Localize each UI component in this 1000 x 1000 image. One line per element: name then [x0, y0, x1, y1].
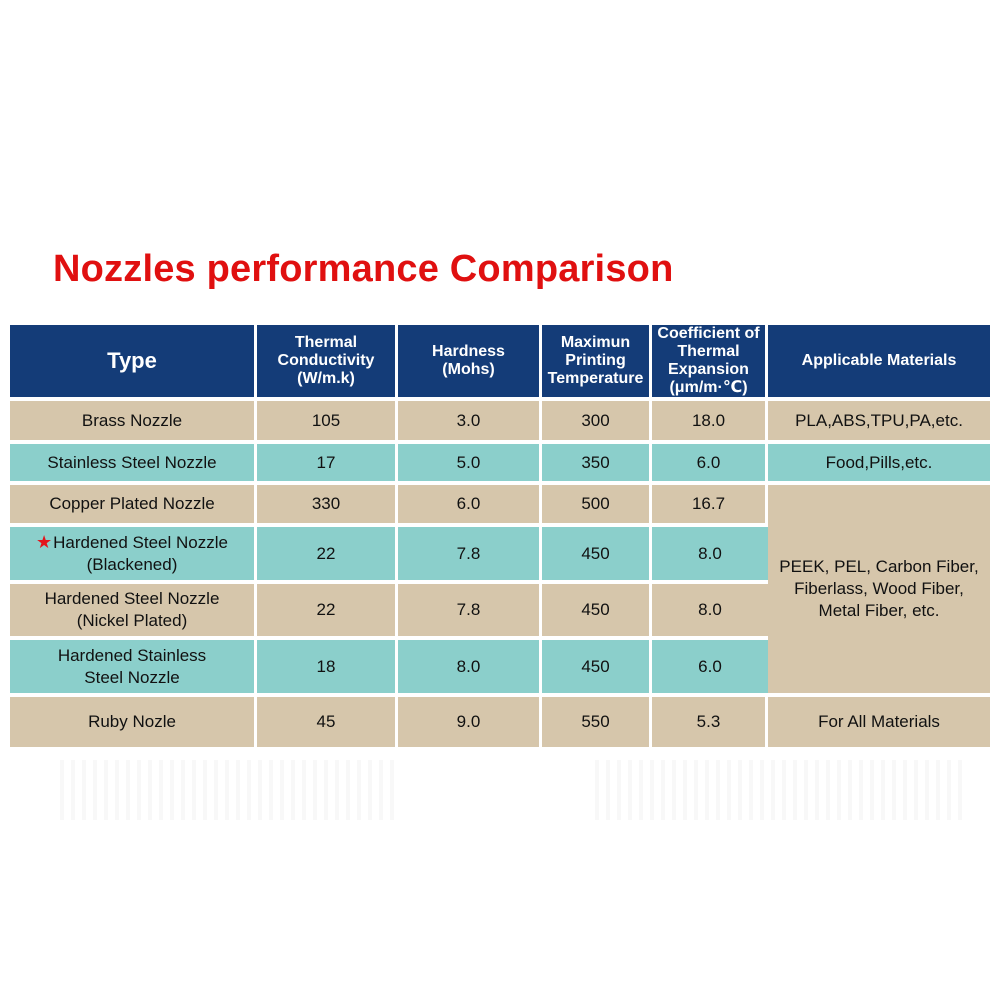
table-row [10, 444, 990, 485]
table-row [10, 697, 990, 751]
row-max-temp: 450 [542, 640, 652, 697]
row-max-temp: 300 [542, 401, 652, 444]
row-expansion: 6.0 [652, 444, 768, 485]
row-expansion: 16.7 [652, 485, 768, 527]
row-max-temp: 450 [542, 584, 652, 640]
header-type: Type [10, 325, 257, 401]
row-expansion: 18.0 [652, 401, 768, 444]
row-max-temp: 350 [542, 444, 652, 485]
shared-materials-cell: PEEK, PEL, Carbon Fiber, Fiberlass, Wood Fiber, Metal Fiber, etc. [768, 485, 990, 697]
row-materials: PLA,ABS,TPU,PA,etc. [768, 401, 990, 444]
row-max-temp: 450 [542, 527, 652, 584]
row-conductivity: 22 [257, 584, 398, 640]
faded-reflection [595, 760, 965, 820]
row-materials: Food,Pills,etc. [768, 444, 990, 485]
row-hardness: 9.0 [398, 697, 542, 751]
table-row [10, 401, 990, 444]
row-hardness: 8.0 [398, 640, 542, 697]
row-hardness: 5.0 [398, 444, 542, 485]
row-hardness: 7.8 [398, 584, 542, 640]
row-conductivity: 22 [257, 527, 398, 584]
row-type: Hardened Stainless Steel Nozzle [10, 640, 257, 697]
row-hardness: 6.0 [398, 485, 542, 527]
row-type [10, 527, 257, 584]
header-hardness: Hardness (Mohs) [398, 325, 542, 401]
row-type: Copper Plated Nozzle [10, 485, 257, 527]
row-type: Hardened Steel Nozzle (Nickel Plated) [10, 584, 257, 640]
row-conductivity: 105 [257, 401, 398, 444]
row-type: Brass Nozzle [10, 401, 257, 444]
row-type-label: Hardened Steel Nozzle (Blackened) [53, 533, 228, 574]
row-conductivity: 45 [257, 697, 398, 751]
row-hardness: 3.0 [398, 401, 542, 444]
header-materials: Applicable Materials [768, 325, 990, 401]
table-row [10, 485, 990, 527]
row-hardness: 7.8 [398, 527, 542, 584]
row-materials: For All Materials [768, 697, 990, 751]
row-max-temp: 500 [542, 485, 652, 527]
comparison-table [10, 325, 990, 751]
header-max-temp: Maximun Printing Temperature [542, 325, 652, 401]
row-expansion: 8.0 [652, 527, 768, 584]
row-conductivity: 330 [257, 485, 398, 527]
row-expansion: 8.0 [652, 584, 768, 640]
row-conductivity: 18 [257, 640, 398, 697]
row-expansion: 5.3 [652, 697, 768, 751]
page-title: Nozzles performance Comparison [53, 248, 674, 290]
row-type: Ruby Nozle [10, 697, 257, 751]
header-expansion: Coefficient of Thermal Expansion (μm/m·℃) [652, 325, 768, 401]
row-expansion: 6.0 [652, 640, 768, 697]
row-conductivity: 17 [257, 444, 398, 485]
row-max-temp: 550 [542, 697, 652, 751]
faded-reflection [60, 760, 400, 820]
table-header-row [10, 325, 990, 401]
row-type: Stainless Steel Nozzle [10, 444, 257, 485]
header-thermal-conductivity: Thermal Conductivity (W/m.k) [257, 325, 398, 401]
star-icon: ★ [36, 532, 53, 552]
